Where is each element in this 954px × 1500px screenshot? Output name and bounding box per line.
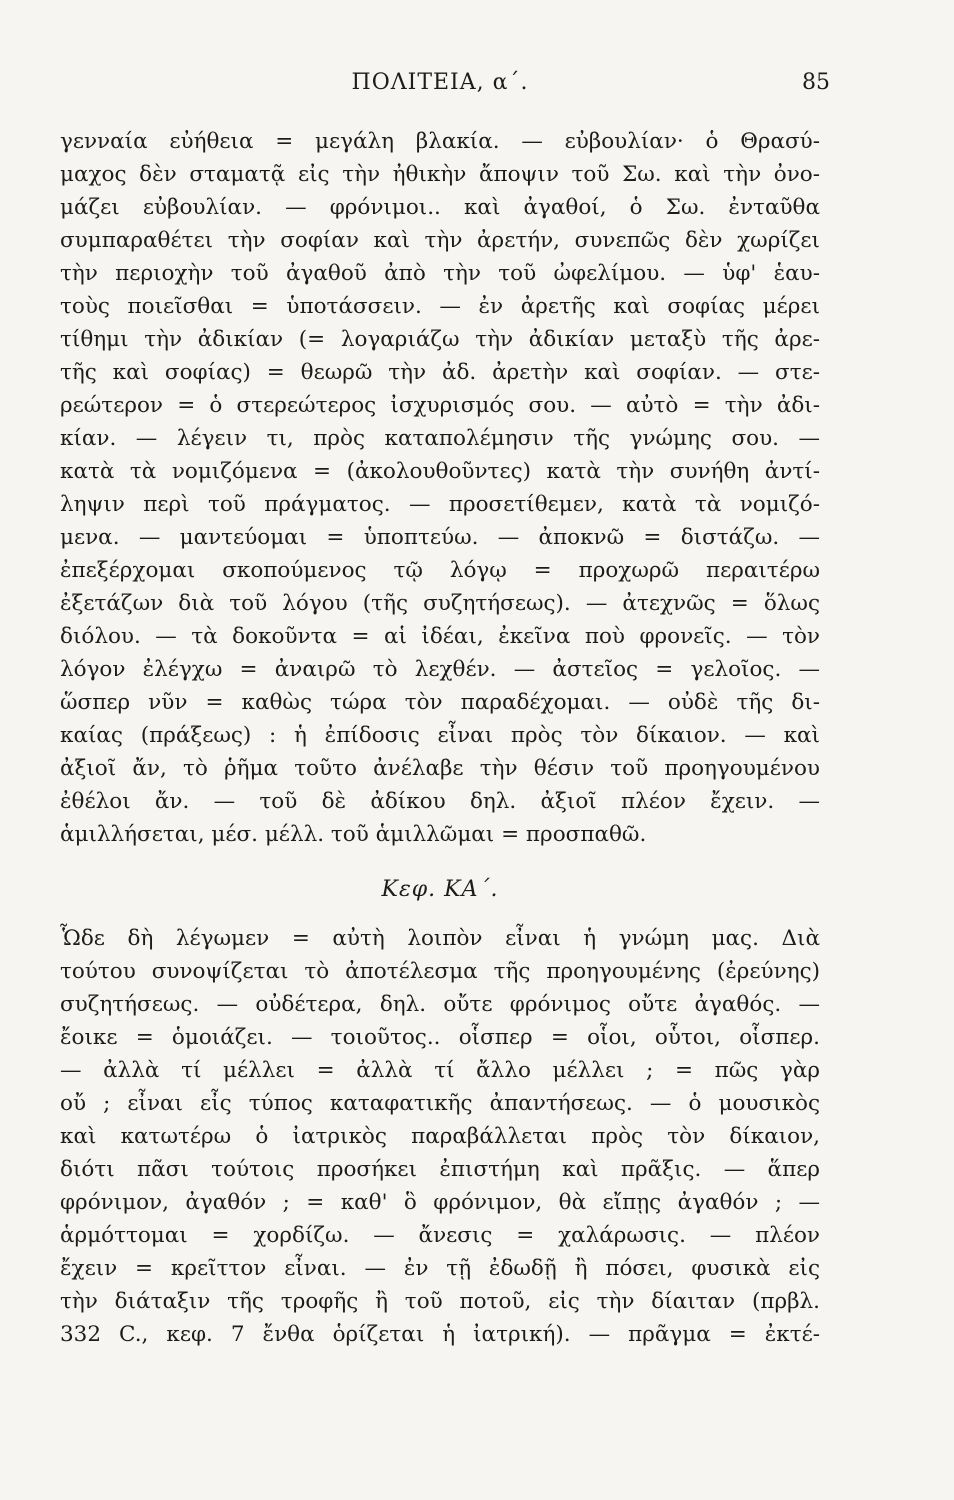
text-line: τούτου συνοψίζεται τὸ ἀποτέλεσμα τῆς προηγουμένης (ἐρεύνης): [60, 959, 820, 984]
text-line: συζητήσεως. — οὐδέτερα, δηλ. οὔτε φρόνιμος οὔτε ἀγαθός. —: [60, 992, 820, 1017]
text-line: ἔοικε = ὁμοιάζει. — τοιοῦτος.. οἷσπερ = οἷοι, οὗτοι, οἷσπερ.: [60, 1025, 820, 1050]
page-number: 85: [802, 70, 830, 95]
text-line: Ὧδε δὴ λέγωμεν = αὐτὴ λοιπὸν εἶναι ἡ γνώμη μας. Διὰ: [60, 926, 820, 951]
commentary-text: [60, 125, 820, 1351]
text-line: ρεώτερον = ὁ στερεώτερος ἰσχυρισμός σου. — αὐτὸ = τὴν ἀδι-: [60, 393, 820, 418]
text-line: διότι πᾶσι τούτοις προσήκει ἐπιστήμη καὶ πρᾶξις. — ἅπερ: [60, 1157, 820, 1182]
text-line: καίας (πράξεως) : ἡ ἐπίδοσις εἶναι πρὸς τὸν δίκαιον. — καὶ: [60, 723, 820, 748]
text-line: τὴν διάταξιν τῆς τροφῆς ἢ τοῦ ποτοῦ, εἰς τὴν δίαιταν (πρβλ.: [60, 1289, 820, 1314]
text-line: λόγον ἐλέγχω = ἀναιρῶ τὸ λεχθέν. — ἀστεῖος = γελοῖος. —: [60, 657, 820, 682]
text-line: κατὰ τὰ νομιζόμενα = (ἀκολουθοῦντες) κατὰ τὴν συνήθη ἀντί-: [60, 459, 820, 484]
text-line: ἁμιλλήσεται, μέσ. μέλλ. τοῦ ἁμιλλῶμαι = προσπαθῶ.: [60, 822, 647, 847]
text-line: τῆς καὶ σοφίας) = θεωρῶ τὴν ἀδ. ἀρετὴν καὶ σοφίαν. — στε-: [60, 360, 820, 385]
text-line: τὴν περιοχὴν τοῦ ἀγαθοῦ ἀπὸ τὴν τοῦ ὠφελίμου. — ὑφ' ἑαυ-: [60, 261, 820, 286]
text-line: ἔχειν = κρεῖττον εἶναι. — ἐν τῇ ἐδωδῇ ἢ πόσει, φυσικὰ εἰς: [60, 1256, 820, 1281]
text-line: ἁρμόττομαι = χορδίζω. — ἄνεσις = χαλάρωσις. — πλέον: [60, 1223, 820, 1248]
text-line: — ἀλλὰ τί μέλλει = ἀλλὰ τί ἄλλο μέλλει ; = πῶς γὰρ: [60, 1058, 820, 1083]
text-line: καὶ κατωτέρω ὁ ἰατρικὸς παραβάλλεται πρὸς τὸν δίκαιον,: [60, 1124, 820, 1149]
text-line: ὥσπερ νῦν = καθὼς τώρα τὸν παραδέχομαι. — οὐδὲ τῆς δι-: [60, 690, 820, 715]
page-header: [60, 70, 830, 104]
text-line: διόλου. — τὰ δοκοῦντα = αἱ ἰδέαι, ἐκεῖνα ποὺ φρονεῖς. — τὸν: [60, 624, 820, 649]
text-line: ἐξετάζων διὰ τοῦ λόγου (τῆς συζητήσεως). — ἀτεχνῶς = ὅλως: [60, 591, 820, 616]
text-line: ληψιν περὶ τοῦ πράγματος. — προσετίθεμεν, κατὰ τὰ νομιζό-: [60, 492, 820, 517]
text-line: μενα. — μαντεύομαι = ὑποπτεύω. — ἀποκνῶ = διστάζω. —: [60, 525, 820, 550]
text-line: τοὺς ποιεῖσθαι = ὑποτάσσειν. — ἐν ἀρετῆς καὶ σοφίας μέρει: [60, 294, 820, 319]
paragraph-2: [60, 922, 820, 1351]
text-line: ἀξιοῖ ἄν, τὸ ῥῆμα τοῦτο ἀνέλαβε τὴν θέσιν τοῦ προηγουμένου: [60, 756, 820, 781]
paragraph-1: [60, 125, 820, 851]
text-line: γενναία εὐήθεια = μεγάλη βλακία. — εὐβουλίαν· ὁ Θρασύ-: [60, 129, 820, 154]
text-line: ἐθέλοι ἄν. — τοῦ δὲ ἀδίκου δηλ. ἀξιοῖ πλέον ἔχειν. —: [60, 789, 820, 814]
text-line: μαχος δὲν σταματᾷ εἰς τὴν ἠθικὴν ἄποψιν τοῦ Σω. καὶ τὴν ὀνο-: [60, 162, 820, 187]
text-line: φρόνιμον, ἀγαθόν ; = καθ' ὃ φρόνιμον, θὰ εἴπῃς ἀγαθόν ; —: [60, 1190, 820, 1215]
text-line: ἐπεξέρχομαι σκοπούμενος τῷ λόγῳ = προχωρῶ περαιτέρω: [60, 558, 820, 583]
text-line: κίαν. — λέγειν τι, πρὸς καταπολέμησιν τῆς γνώμης σου. —: [60, 426, 820, 451]
text-line: συμπαραθέτει τὴν σοφίαν καὶ τὴν ἀρετήν, συνεπῶς δὲν χωρίζει: [60, 228, 820, 253]
text-line: τίθημι τὴν ἀδικίαν (= λογαριάζω τὴν ἀδικίαν μεταξὺ τῆς ἀρε-: [60, 327, 820, 352]
text-line: οὔ ; εἶναι εἶς τύπος καταφατικῆς ἀπαντήσεως. — ὁ μουσικὸς: [60, 1091, 820, 1116]
text-line: 332 C., κεφ. 7 ἔνθα ὁρίζεται ἡ ἰατρική). — πρᾶγμα = ἐκτέ-: [60, 1322, 820, 1347]
text-line: μάζει εὐβουλίαν. — φρόνιμοι.. καὶ ἀγαθοί, ὁ Σω. ἐνταῦθα: [60, 195, 820, 220]
section-heading: Κεφ. ΚΑ΄.: [381, 877, 499, 902]
running-title: ΠΟΛΙΤΕΙΑ, α΄.: [351, 70, 529, 95]
